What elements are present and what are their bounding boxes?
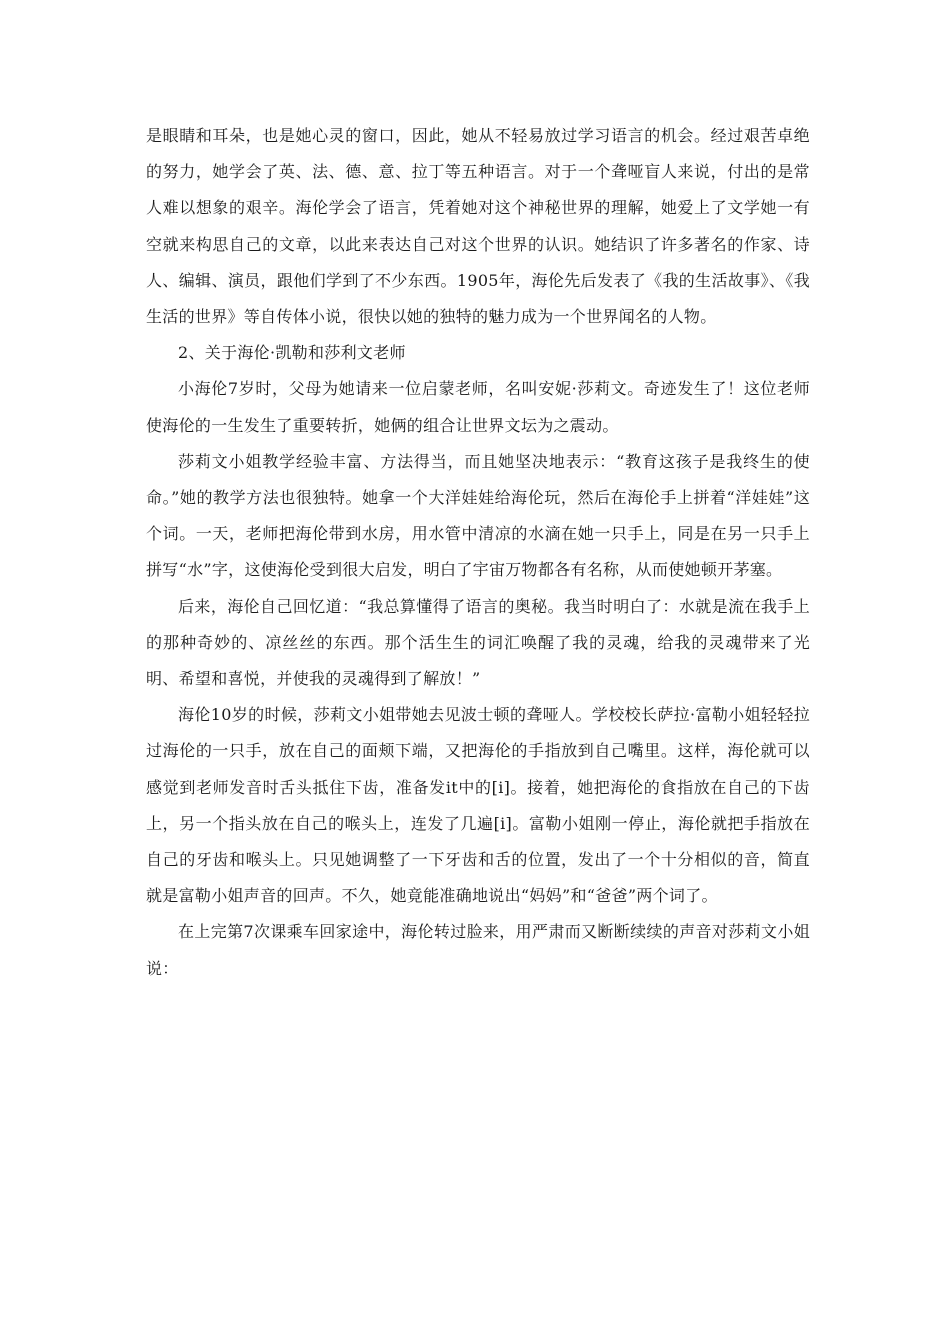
document-body	[146, 118, 810, 987]
paragraph-teaching-method: 莎莉文小姐教学经验丰富、方法得当，而且她坚决地表示：“教育这孩子是我终生的使命。”她的教学方法也很独特。她拿一个大洋娃娃给海伦玩，然后在海伦手上拼着“洋娃娃”这个词。一天，老师把海伦带到水房，用水管中清凉的水滴在她一只手上，同是在另一只手上拼写“水”字，这使海伦受到很大启发，明白了宇宙万物都各有名称，从而使她顿开茅塞。	[146, 451, 810, 580]
paragraph-teacher-arrives: 小海伦7岁时，父母为她请来一位启蒙老师，名叫安妮·莎莉文。奇迹发生了！这位老师使海伦的一生发生了重要转折，她俩的组合让世界文坛为之震动。	[146, 379, 810, 435]
section-heading-helen-and-sullivan: 2、关于海伦·凯勒和莎利文老师	[178, 343, 406, 363]
paragraph-helen-languages: 是眼睛和耳朵，也是她心灵的窗口，因此，她从不轻易放过学习语言的机会。经过艰苦卓绝的努力，她学会了英、法、德、意、拉丁等五种语言。对于一个聋哑盲人来说，付出的是常人难以想象的艰辛。海伦学会了语言，凭着她对这个神秘世界的理解，她爱上了文学她一有空就来构思自己的文章，以此来表达自己对这个世界的认识。她结识了许多著名的作家、诗人、编辑、演员，跟他们学到了不少东西。1905年，海伦先后发表了《我的生活故事》、《我生活的世界》等自传体小说，很快以她的独特的魅力成为一个世界闻名的人物。	[146, 126, 810, 327]
paragraph-ride-home: 在上完第7次课乘车回家途中，海伦转过脸来，用严肃而又断断续续的声音对莎莉文小姐说：	[146, 922, 810, 978]
paragraph-helen-recollection: 后来，海伦自己回忆道：“我总算懂得了语言的奥秘。我当时明白了：水就是流在我手上的那种奇妙的、凉丝丝的东西。那个活生生的词汇唤醒了我的灵魂，给我的灵魂带来了光明、希望和喜悦，并使我的灵魂得到了解放！”	[146, 596, 810, 689]
paragraph-learning-speech: 海伦10岁的时候，莎莉文小姐带她去见波士顿的聋哑人。学校校长萨拉·富勒小姐轻轻拉过海伦的一只手，放在自己的面颊下端，又把海伦的手指放到自己嘴里。这样，海伦就可以感觉到老师发音时舌头抵住下齿，准备发it中的[i]。接着，她把海伦的食指放在自己的下齿上，另一个指头放在自己的喉头上，连发了几遍[i]。富勒小姐刚一停止，海伦就把手指放在自己的牙齿和喉头上。只见她调整了一下牙齿和舌的位置，发出了一个十分相似的音，简直就是富勒小姐声音的回声。不久，她竟能准确地说出“妈妈”和“爸爸”两个词了。	[146, 705, 810, 906]
